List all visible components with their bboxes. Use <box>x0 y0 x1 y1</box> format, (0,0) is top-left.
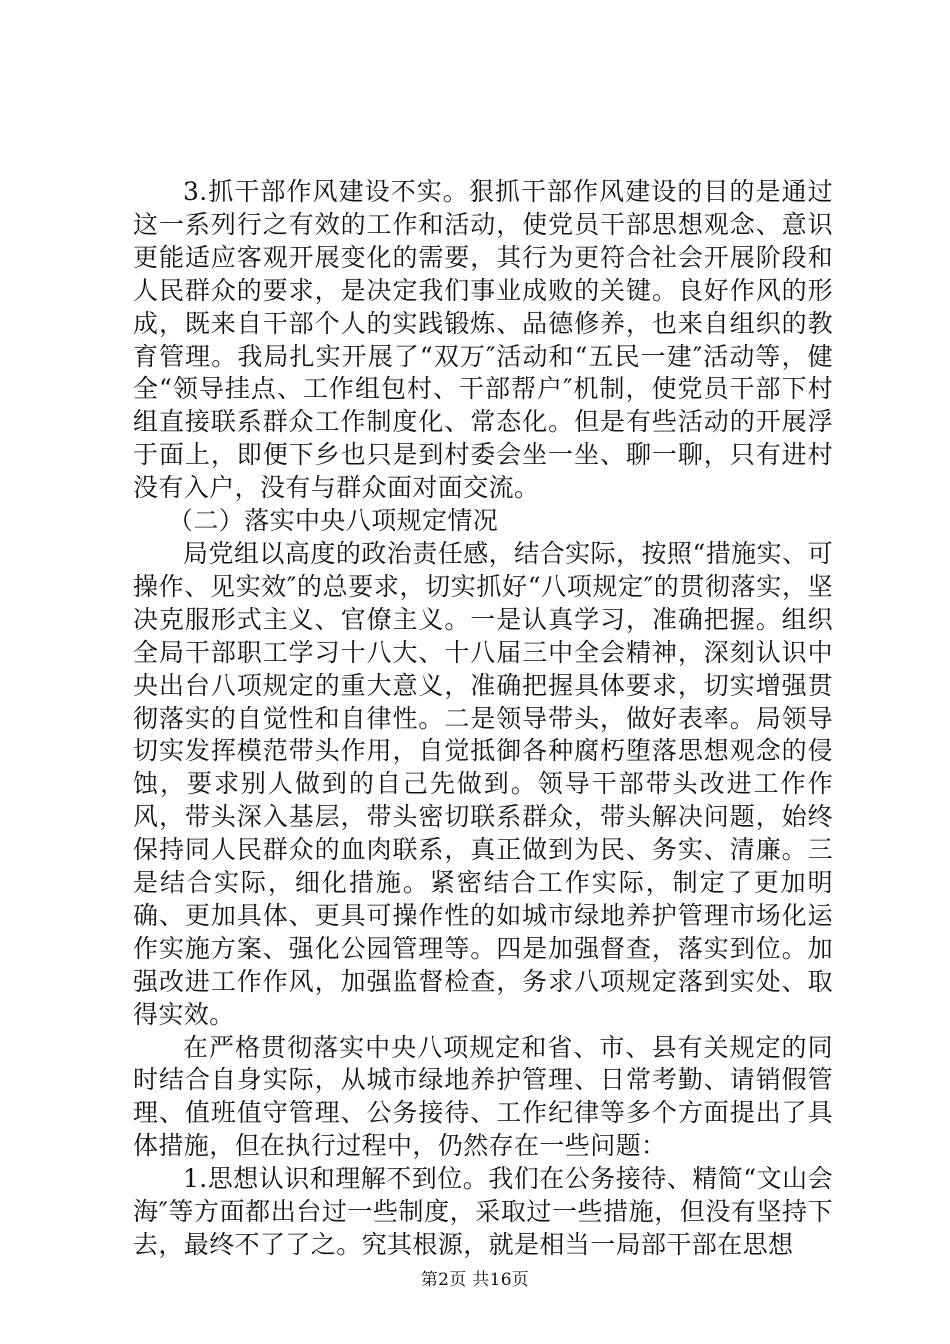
paragraph-understanding-issue: 1.思想认识和理解不到位。我们在公务接待、精简“文山会海″等方面都出台过一些制度，采取过一些措施，但没有坚持下去，最终不了了之。究其根源，就是相当一局部干部在思想 <box>133 1164 833 1259</box>
document-body <box>133 176 833 1262</box>
paragraph-eight-rules-implementation: 局党组以高度的政治责任感，结合实际，按照“措施实、可操作、见实效″的总要求，切实抓好“八项规定″的贯彻落实，坚决克服形式主义、官僚主义。一是认真学习，准确把握。组织全局干部职工学习十八大、十八届三中全会精神，深刻认识中央出台八项规定的重大意义，准确把握具体要求，切实增强贯彻落实的自觉性和自律性。二是领导带头，做好表率。局领导切实发挥模范带头作用，自觉抵御各种腐朽堕落思想观念的侵蚀，要求别人做到的自己先做到。领导干部带头改进工作作风，带头深入基层，带头密切联系群众，带头解决问题，始终保持同人民群众的血肉联系，真正做到为民、务实、清廉。三是结合实际，细化措施。紧密结合工作实际，制定了更加明确、更加具体、更具可操作性的如城市绿地养护管理市场化运作实施方案、强化公园管理等。四是加强督查，落实到位。加强改进工作作风，加强监督检查，务求八项规定落到实处、取得实效。 <box>133 538 833 1029</box>
section-heading-eight-rules: （二）落实中央八项规定情况 <box>168 506 499 536</box>
page-footer: 第2页 共16页 <box>420 1270 530 1290</box>
paragraph-cadre-style: 3.抓干部作风建设不实。狠抓干部作风建设的目的是通过这一系列行之有效的工作和活动，使党员干部思想观念、意识更能适应客观开展变化的需要，其行为更符合社会开展阶段和人民群众的要求，是决定我们事业成败的关键。良好作风的形成，既来自干部个人的实践锻炼、品德修养，也来自组织的教育管理。我局扎实开展了“双万″活动和“五民一建″活动等，健全“领导挂点、工作组包村、干部帮户″机制，使党员干部下村组直接联系群众工作制度化、常态化。但是有些活动的开展浮于面上，即便下乡也只是到村委会坐一坐、聊一聊，只有进村没有入户，没有与群众面对面交流。 <box>133 177 833 503</box>
paragraph-existing-problems: 在严格贯彻落实中央八项规定和省、市、县有关规定的同时结合自身实际，从城市绿地养护管理、日常考勤、请销假管理、值班值守管理、公务接待、工作纪律等多个方面提出了具体措施，但在执行过程中，仍然存在一些问题： <box>133 1032 833 1161</box>
